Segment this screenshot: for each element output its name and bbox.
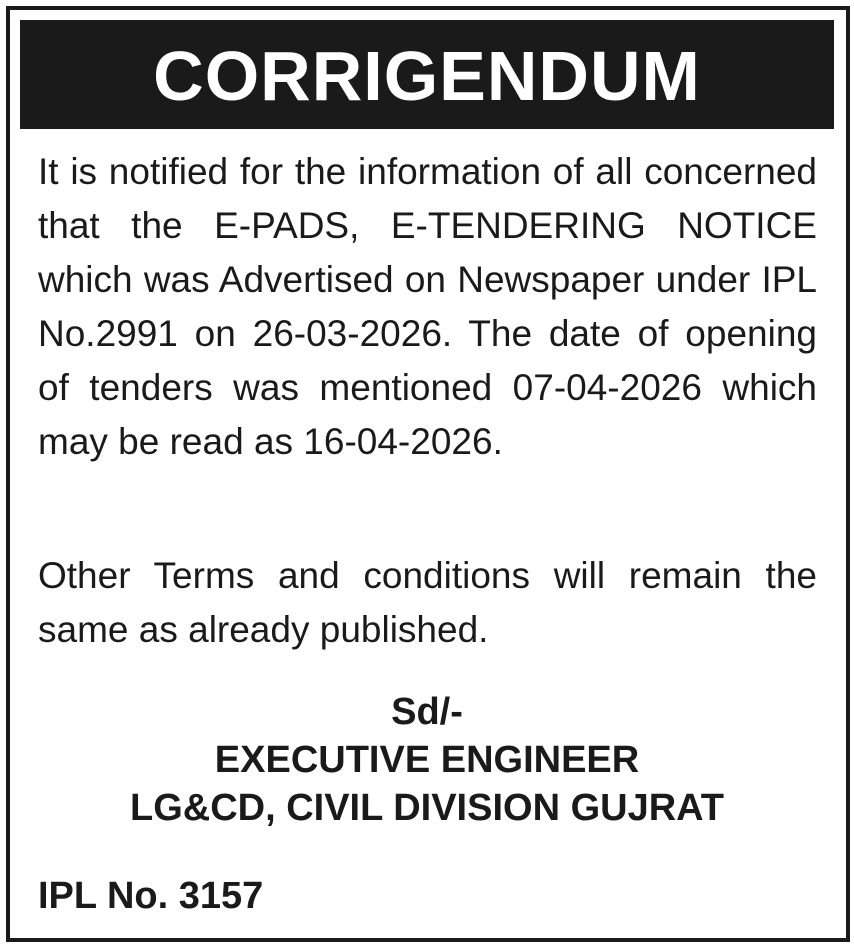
notice-body-paragraph: It is notified for the information of all concerned that the E-PADS, E-TENDERING NOTICE which was Advertised on Newspaper under IPL No.2991 on 26-03-2026. The date of opening of tenders was mentioned 07-04-2026 which may be read as 16-04-2026. (38, 151, 817, 462)
signature-sd: Sd/- (391, 691, 463, 733)
title-banner (20, 20, 834, 129)
notice-title: CORRIGENDUM (153, 36, 701, 115)
signature-designation: EXECUTIVE ENGINEER (214, 739, 640, 781)
ipl-number: IPL No. 3157 (38, 875, 264, 917)
signature-block (20, 688, 834, 832)
terms-paragraph: Other Terms and conditions will remain the same as already published. (38, 555, 817, 650)
signature-office: LG&CD, CIVIL DIVISION GUJRAT (130, 787, 724, 829)
